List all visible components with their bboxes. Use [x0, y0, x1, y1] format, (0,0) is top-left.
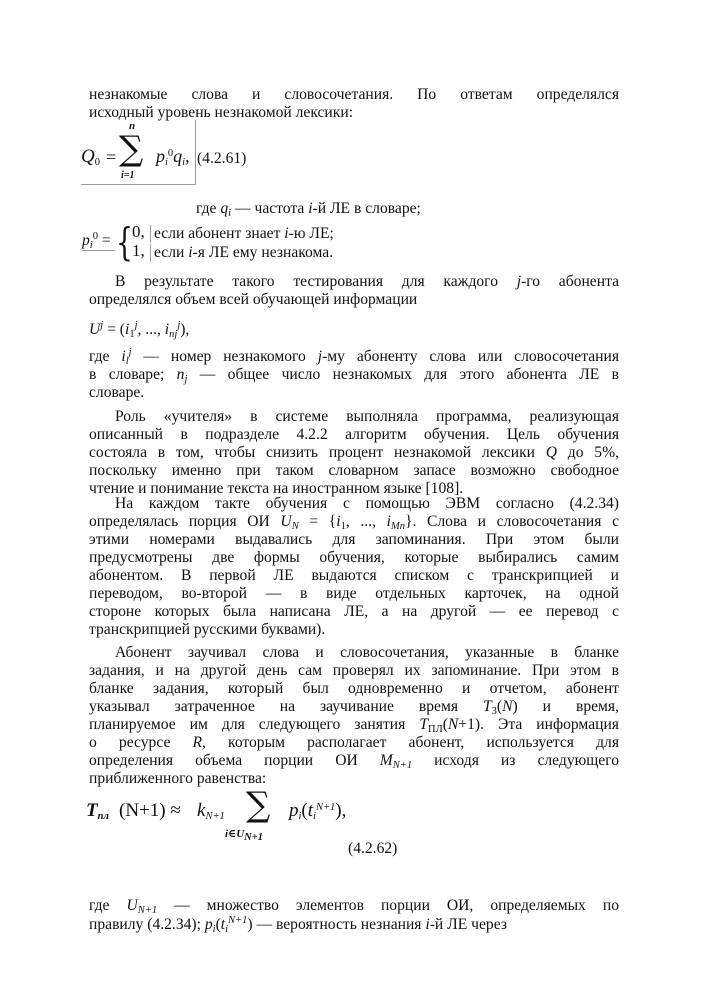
text-line: поскольку именно при таком словарном запасе возможно свободное	[89, 462, 619, 479]
formula-term: $p_i(t_i^{N+1})$,	[289, 800, 347, 822]
text-line: стороне которых была написана ЛЕ, а на другой — ее перевод с	[89, 603, 619, 620]
sum-sign: ∑	[119, 129, 144, 169]
case-value-1: 1,	[132, 241, 145, 260]
formula-4-2-61	[81, 120, 196, 185]
sum-lower-limit: $i\in U_{N+1}$	[225, 828, 263, 843]
text-line: абонентом. В первой ЛЕ выдаются списком с транскрипцией и	[89, 567, 619, 584]
text-line: приближенного равенства:	[89, 770, 267, 787]
left-brace: {	[116, 220, 133, 264]
text-line: На каждом такте обучения с помощью ЭВМ согласно (4.2.34)	[115, 495, 619, 512]
text-line: о ресурсе R, которым располагает абонент, используется для	[89, 734, 619, 751]
text-line: планируемое им для следующего занятия $T_{ПЛ}(N+1)$. Эта информация	[89, 716, 619, 735]
case-condition-1: если i-я ЛЕ ему незнакома.	[150, 244, 333, 262]
text-line: предусмотрены две формы обучения, которые выбирались самим	[89, 549, 619, 566]
text-line: определялась порция ОИ $U_N = \{i_1$, ..., $i_{Mn}$}. Слова и словосочетания с	[89, 513, 619, 532]
equation-number: (4.2.61)	[197, 150, 247, 167]
text-line: определения объема порции ОИ $M_{N+1}$ исходя из следующего	[89, 752, 619, 771]
text-line: чтение и понимание текста на иностранном языке [108].	[89, 480, 464, 497]
formula-equals: =	[106, 147, 117, 167]
text-line: в словаре; $n_j$ — общее число незнакомых для этого абонента ЛЕ в	[89, 366, 620, 385]
text-line: указывал затраченное на заучивание время $T_3(N)$ и время,	[89, 698, 619, 717]
text-line: транскрипцией русскими буквами).	[89, 621, 326, 638]
formula-4-2-62	[86, 786, 486, 846]
text-line: где $U_{N+1}$ — множество элементов порции ОИ, определяемых по	[89, 897, 619, 916]
text-line: бланке задания, который был одновременно и отчетом, абонент	[89, 680, 619, 697]
text-line: незнакомые слова и словосочетания. По ответам определялся	[89, 86, 619, 103]
text-line: определялся объем всей обучающей информации	[89, 291, 418, 308]
text-line: задания, и на другой день сам проверял их запоминание. При этом в	[89, 662, 619, 679]
formula-t: $T_{пл}$	[86, 800, 109, 822]
text-line: описанный в подразделе 4.2.2 алгоритм обучения. Цель обучения	[89, 426, 619, 443]
formula-k: $k_{N+1}$	[197, 800, 225, 822]
text-line: исходный уровень незнакомой лексики:	[89, 104, 354, 121]
text-line: Абонент заучивал слова и словосочетания, указанные в бланке	[115, 644, 619, 661]
text-line: переводом, во-второй — в виде отдельных карточек, на одной	[89, 585, 619, 602]
case-value-0: 0,	[132, 222, 145, 241]
text-line: состояла в том, чтобы снизить процент незнакомой лексики Q до 5%,	[89, 444, 619, 461]
piecewise-lhs: $p_i^0$ =	[82, 232, 115, 251]
text-line: этими номерами выдавались для запоминания. При этом были	[89, 531, 619, 548]
piecewise-formula	[82, 220, 442, 264]
text-line: словаре.	[89, 384, 145, 401]
equation-number: (4.2.62)	[348, 840, 398, 857]
formula-term: $p_i^0q_i$,	[156, 146, 190, 168]
sum-sign: ∑	[246, 785, 271, 825]
sum-lower-limit: i=1	[121, 170, 135, 181]
text-line: где $q_i$ — частота i-й ЛЕ в словаре;	[196, 200, 421, 219]
text-line: правилу (4.2.34); $p_i(t_i^{N+1})$ — вероятность незнания i-й ЛЕ через	[89, 915, 507, 935]
text-line: В результате такого тестирования для каждого j-го абонента	[115, 273, 619, 290]
formula-q: $Q_0$	[81, 146, 100, 168]
text-line: Роль «учителя» в системе выполняла программа, реализующая	[115, 408, 619, 425]
case-condition-0: если абонент знает i-ю ЛЕ;	[150, 225, 334, 243]
text-line: где $i_l^j$ — номер незнакомого j-му абоненту слова или словосочетания	[89, 347, 619, 367]
formula-u: $U^j = (i_1^j$, ..., $i_{nj}^j$),	[89, 320, 190, 340]
sum-upper-limit: n	[129, 120, 136, 132]
formula-arg: (N+1) ≈	[119, 800, 181, 821]
